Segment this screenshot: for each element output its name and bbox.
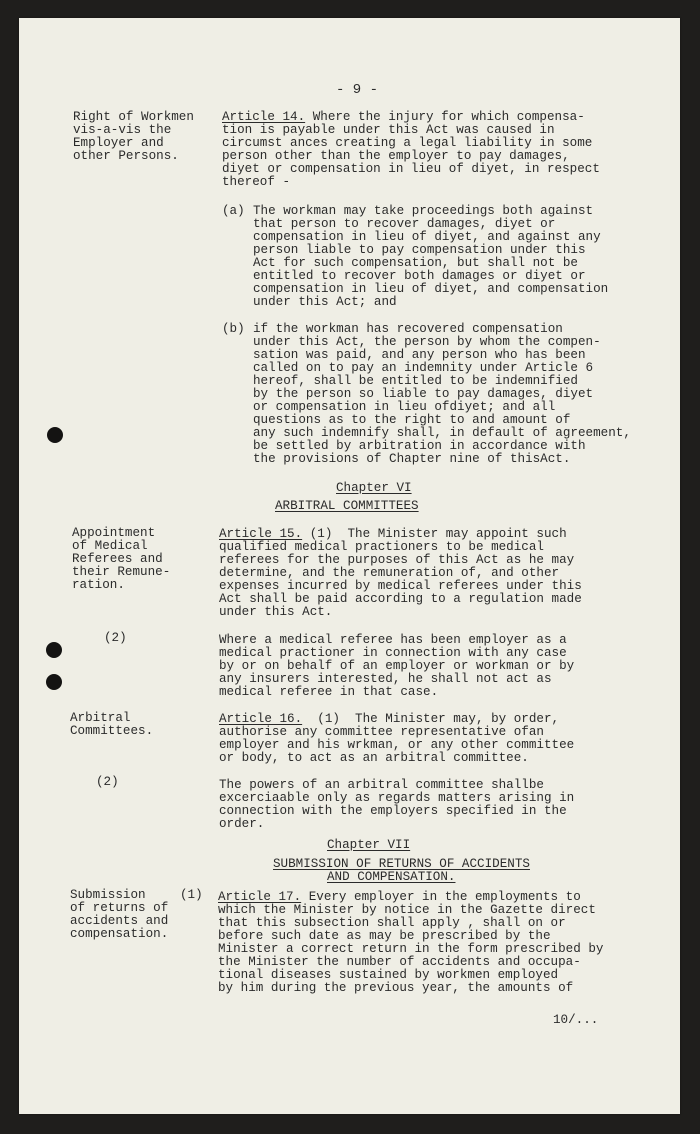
- art14-a-line: under this Act; and: [253, 295, 397, 309]
- art14-b-line: sation was paid, and any person who has been: [253, 348, 586, 362]
- art17-margin-label: (1): [180, 888, 203, 902]
- art16-line: or body, to act as an arbitral committee.: [219, 751, 529, 765]
- art17-line: before such date as may be prescribed by the: [218, 929, 551, 943]
- art17-margin-line: Submission: [70, 888, 146, 902]
- art15-margin-line: their Remune-: [72, 565, 171, 579]
- art14-first-text: Where the injury for which compensa-: [305, 110, 585, 124]
- page-number: - 9 -: [336, 82, 379, 98]
- art14-a-line: that person to recover damages, diyet or: [253, 217, 556, 231]
- art14-margin-line: Right of Workmen: [73, 110, 194, 124]
- art15-first-text: (1) The Minister may appoint such: [302, 527, 567, 541]
- art14-b-line: questions as to the right to and amount of: [253, 413, 571, 427]
- chapter7-subtitle: SUBMISSION OF RETURNS OF ACCIDENTS: [273, 857, 530, 871]
- art16-first-text: (1) The Minister may, by order,: [302, 712, 560, 726]
- art14-b-line: under this Act, the person by whom the compen-: [253, 335, 601, 349]
- art17-line: by him during the previous year, the amounts of: [218, 981, 574, 995]
- art14-line: person other than the employer to pay damages,: [222, 149, 570, 163]
- art17-line: that this subsection shall apply , shall on or: [218, 916, 566, 930]
- art14-a-line: person liable to pay compensation under this: [253, 243, 586, 257]
- art16-heading: Article 16.: [219, 712, 303, 726]
- art17-margin-line: accidents and: [70, 914, 169, 928]
- art17-margin-line: of returns of: [70, 901, 169, 915]
- art14-a-label: (a): [222, 204, 245, 218]
- art15-margin-line: Appointment: [72, 526, 156, 540]
- art14-a-line: compensation in lieu of diyet, and compensation: [253, 282, 609, 296]
- art17-line: the Minister the number of accidents and occupa-: [218, 955, 581, 969]
- art15-line: determine, and the remuneration of, and other: [219, 566, 560, 580]
- art14-b-line: the provisions of Chapter nine of thisAct.: [253, 452, 571, 466]
- art15-line: referees for the purposes of this Act as he may: [219, 553, 575, 567]
- art16-sub-line: The powers of an arbitral committee shallbe: [219, 778, 544, 792]
- art14-heading: Article 14.: [222, 110, 306, 124]
- art17-first-text: Every employer in the employments to: [301, 890, 581, 904]
- art16-sub-line: connection with the employers specified in the: [219, 804, 567, 818]
- art14-line: circumst ances creating a legal liability in some: [222, 136, 593, 150]
- catchword: 10/...: [553, 1013, 599, 1027]
- art16-margin-line: Arbitral: [70, 711, 131, 725]
- art15-margin-line: ration.: [72, 578, 125, 592]
- art16-line: authorise any committee representative ofan: [219, 725, 544, 739]
- art14-b-line: any such indemnify shall, in default of agreement,: [253, 426, 631, 440]
- art14-b-line: or compensation in lieu ofdiyet; and all: [253, 400, 556, 414]
- art14-margin-line: other Persons.: [73, 149, 179, 163]
- art16-sub-line: order.: [219, 817, 265, 831]
- art14-b-line: by the person so liable to pay damages, diyet: [253, 387, 594, 401]
- art17-line: which the Minister by notice in the Gazette direct: [218, 903, 596, 917]
- art14-b-line: hereof, shall be entitled to be indemnified: [253, 374, 578, 388]
- art15-line: qualified medical practioners to be medical: [219, 540, 544, 554]
- art15-heading: Article 15.: [219, 527, 303, 541]
- art15-margin-line: of Medical: [72, 539, 148, 553]
- art14-b-line: be settled by arbitration in accordance with: [253, 439, 586, 453]
- art14-b-line: called on to pay an indemnity under Article 6: [253, 361, 594, 375]
- art15-sub-line: Where a medical referee has been employer as a: [219, 633, 567, 647]
- art16-line: employer and his wrkman, or any other committee: [219, 738, 575, 752]
- art14-margin-line: Employer and: [73, 136, 164, 150]
- art17-line: Minister a correct return in the form prescribed by: [218, 942, 604, 956]
- art15-sub-label: (2): [104, 631, 127, 645]
- chapter6-title: Chapter VI: [336, 481, 412, 495]
- art15-line: expenses incurred by medical referees under this: [219, 579, 582, 593]
- art16-sub-line: excerciaable only as regards matters arising in: [219, 791, 575, 805]
- art15-sub-line: by or on behalf of an employer or workman or by: [219, 659, 575, 673]
- art14-a-line: entitled to recover both damages or diyet or: [253, 269, 586, 283]
- art17-margin-line: compensation.: [70, 927, 169, 941]
- art15-sub-line: any insurers interested, he shall not act as: [219, 672, 552, 686]
- punch-hole: [46, 674, 62, 690]
- art14-line: thereof -: [222, 175, 291, 189]
- art16-sub-label: (2): [96, 775, 119, 789]
- art14-margin-line: vis-a-vis the: [73, 123, 172, 137]
- chapter6-subtitle: ARBITRAL COMMITTEES: [275, 499, 419, 513]
- art15-sub-line: medical practioner in connection with any case: [219, 646, 567, 660]
- chapter7-title: Chapter VII: [327, 838, 411, 852]
- art14-b-label: (b): [222, 322, 245, 336]
- art15-line: Act shall be paid according to a regulation made: [219, 592, 582, 606]
- punch-hole: [46, 642, 62, 658]
- chapter7-subtitle: AND COMPENSATION.: [327, 870, 456, 884]
- art17-line: tional diseases sustained by workmen employed: [218, 968, 559, 982]
- art14-line: diyet or compensation in lieu of diyet, in respect: [222, 162, 600, 176]
- art14-a-line: The workman may take proceedings both against: [253, 204, 594, 218]
- art14-b-line: if the workman has recovered compensation: [253, 322, 563, 336]
- art14-line: tion is payable under this Act was caused in: [222, 123, 555, 137]
- art16-margin-line: Committees.: [70, 724, 154, 738]
- art15-sub-line: medical referee in that case.: [219, 685, 439, 699]
- punch-hole: [47, 427, 63, 443]
- art14-a-line: compensation in lieu of diyet, and against any: [253, 230, 601, 244]
- art17-heading: Article 17.: [218, 890, 302, 904]
- art15-line: under this Act.: [219, 605, 333, 619]
- art15-margin-line: Referees and: [72, 552, 163, 566]
- art14-a-line: Act for such compensation, but shall not be: [253, 256, 578, 270]
